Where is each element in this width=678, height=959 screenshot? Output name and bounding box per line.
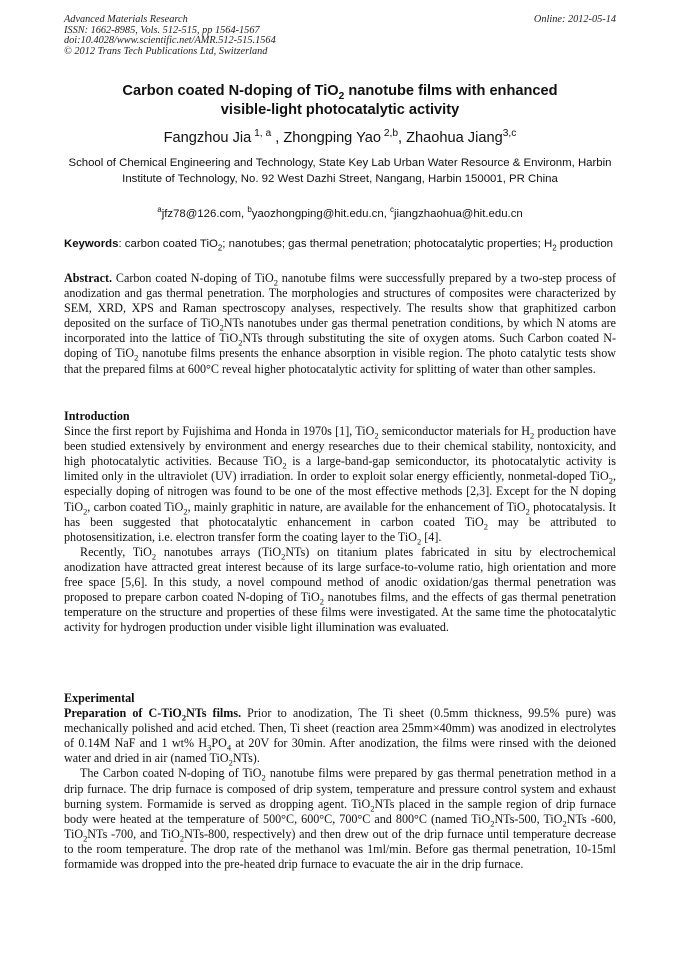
keywords-text: ; nanotubes; gas thermal penetration; photocatalytic properties; H — [222, 238, 553, 250]
text-run: Recently, TiO — [80, 544, 152, 559]
text-run: nanotubes arrays (TiO — [156, 544, 282, 559]
author-name: Fangzhou Jia — [163, 130, 252, 146]
title-text: nanotube films with enhanced — [344, 83, 558, 99]
keywords-text: production — [556, 238, 613, 250]
text-run: Preparation of C-TiO — [64, 706, 182, 721]
text-run: NTs). — [232, 751, 260, 766]
abstract-label: Abstract. — [64, 271, 113, 285]
title-text: Carbon coated N-doping of TiO — [122, 83, 339, 99]
subscript: 2 — [530, 430, 535, 441]
affiliation: School of Chemical Engineering and Technology, State Key Lab Urban Water Resource & Environm, Harbin Institute of Technology, No. 92 West Dazhi Street, Nangang, Harbin 150001, PR China — [68, 157, 612, 185]
author-separator: , — [271, 130, 284, 146]
keywords-subscript: 2 — [217, 243, 223, 253]
text-run: may be attributed to photosensitization, i.e. electron transfer form the coating layer to the TiO — [64, 514, 616, 544]
author-affiliation-mark: 1, a — [251, 128, 272, 140]
keywords-text: : carbon coated TiO — [118, 238, 218, 250]
journal-header — [64, 15, 616, 57]
subscript: 2 — [370, 803, 375, 814]
text-run: at 20V for 30min. After anodization, the films were rinsed with the deioned water and dried in air (named TiO — [64, 736, 616, 766]
subscript: 2 — [179, 833, 185, 844]
abstract-text: NTs through substituting the site of oxygen atoms. Such Carbon coated N-doping of TiO — [64, 331, 616, 361]
text-run: The Carbon coated N-doping of TiO — [80, 766, 262, 781]
subscript: 2 — [83, 505, 88, 516]
text-run: NTs -600, TiO — [64, 811, 616, 841]
email-link[interactable]: jfz78@126.com — [161, 208, 241, 220]
abstract-text: NTs nanotubes under gas thermal penetration conditions, by which N atoms are incorporated into the lattice of TiO — [64, 316, 616, 346]
subscript: 2 — [281, 551, 286, 562]
text-run: NTs) on titanium plates fabricated in situ by electrochemical anodization have attracted great interest because of its large surface-to-volume ratio, high orientation and more free space [5,6]. In this study, a novel compound method of anodic oxidation/gas thermal penetration was proposed to prepare carbon coated N-doping of TiO — [64, 544, 616, 605]
abstract-text: nanotube films were successfully prepared by a two-step process of anodization and gas thermal penetration. The morphologies and structures of composites were characterized by SEM, XRD, XPS and Raman spectroscopy analyses, respectively. The results show that graphitized carbon deposited on the surface of TiO — [64, 271, 616, 331]
text-run: semiconductor materials for H — [378, 424, 531, 439]
subscript: 2 — [273, 277, 278, 288]
subscript: 2 — [181, 712, 187, 723]
subsection-label — [64, 706, 242, 723]
text-run: , especially doping of nitrogen was found to be one of the most effective methods [2,3]. Except for the N doping TiO — [64, 469, 616, 514]
subscript: 2 — [562, 818, 567, 829]
subscript: 2 — [83, 833, 88, 844]
online-date: Online: 2012-05-14 — [533, 14, 616, 25]
subscript: 2 — [151, 551, 157, 562]
keywords-label: Keywords — [64, 238, 119, 250]
subscript: 2 — [219, 322, 224, 333]
title-subscript: 2 — [338, 90, 345, 102]
subscript: 2 — [490, 818, 495, 829]
author-affiliation-mark: 2,b — [380, 128, 399, 140]
text-run: photocatalysis. It has been suggested that photocatalytic enhancement in carbon coated TiO — [64, 499, 616, 529]
subscript: 3 — [207, 742, 212, 753]
issn-line: ISSN: 1662-8985, Vols. 512-515, pp 1564-1567 — [64, 24, 260, 36]
paragraph — [64, 766, 616, 872]
subscript: 2 — [608, 475, 613, 486]
text-run: NTs placed in the sample region of drip furnace body were heated at the temperature of 500°C, 600°C, 700°C and 800°C (named TiO — [64, 796, 616, 826]
email-link[interactable]: yaozhongping@hit.edu.cn — [251, 208, 384, 220]
title-line-2: visible-light photocatalytic activity — [220, 102, 460, 118]
text-run: nanotube films were prepared by gas thermal penetration method in a drip furnace. The drip furnace is composed of drip system, temperature and pressure control system and exhaust burning system. Formamide is served as dropping agent. TiO — [64, 766, 616, 811]
author-name: Zhaohua Jiang — [406, 130, 503, 146]
text-run: NTs films. — [186, 706, 242, 721]
subscript: 2 — [416, 536, 422, 547]
paragraph — [64, 706, 616, 766]
text-run: Since the first report by Fujishima and Honda in 1970s [1], TiO — [64, 424, 375, 439]
email-mark: a — [157, 205, 162, 215]
subscript: 2 — [238, 337, 243, 348]
subscript: 4 — [226, 742, 232, 753]
paragraph — [64, 545, 616, 636]
text-run: [4]. — [421, 529, 442, 544]
paper-title — [64, 82, 616, 120]
text-run: Prior to anodization, The Ti sheet (0.5mm thickness, 99.5% pure) was mechanically polished and acid etched. Then, Ti sheet (reaction area 25mm×40mm) was anodized in electrolytes of 0.14M NaF and 1 wt% H — [64, 706, 616, 751]
copyright-line: © 2012 Trans Tech Publications Ltd, Switzerland — [64, 45, 268, 57]
email-separator: , — [383, 208, 391, 220]
journal-name: Advanced Materials Research — [64, 14, 188, 25]
experimental-section — [64, 691, 616, 872]
subscript: 2 — [134, 352, 139, 363]
text-run: NTs -700, and TiO — [87, 826, 180, 841]
text-run: nanotubes films, and the effects of gas thermal penetration temperature on the structure and properties of these films were investigated. At the same time the photocatalytic activity for hydrogen production under visible light illumination was evaluated. — [64, 590, 616, 635]
subscript: 2 — [183, 505, 188, 516]
text-run: PO — [211, 736, 227, 751]
text-run: NTs-500, TiO — [494, 811, 563, 826]
email-list — [64, 207, 616, 222]
email-mark: b — [247, 205, 252, 215]
subscript: 2 — [261, 772, 266, 783]
doi-line: doi:10.4028/www.scientific.net/AMR.512-515.1564 — [64, 35, 276, 46]
abstract-text: Carbon coated N-doping of TiO — [112, 271, 274, 285]
email-mark: c — [390, 205, 395, 215]
paragraph — [64, 424, 616, 545]
keywords — [64, 237, 616, 252]
abstract-text: nanotube films presents the enhance absorption in visible region. The photo catalytic tests show that the prepared films at 600°C reveal higher photocatalytic activity for splitting of water than other samples. — [64, 346, 616, 376]
text-run: production have been studied extensively by environment and energy researches due to their chemical stability, nontoxicity, and high photocatalytic activities. Because TiO — [64, 424, 617, 469]
subscript: 2 — [228, 757, 233, 768]
subscript: 2 — [319, 596, 324, 607]
subscript: 2 — [525, 505, 530, 516]
author-separator: , — [398, 130, 407, 146]
author-list — [64, 129, 616, 148]
section-heading: Introduction — [64, 409, 130, 423]
email-separator: , — [241, 208, 248, 220]
keywords-subscript: 2 — [552, 243, 557, 253]
text-run: NTs-800, respectively) and then drew out of the drip furnace until temperature decrease to the room temperature. The drop rate of the methanol was 1ml/min. Before gas thermal penetration, 10-15ml formamide was dropped into the pre-heated drip furnace to evacuate the air in the drip furnace. — [64, 826, 616, 872]
text-run: , carbon coated TiO — [87, 499, 184, 514]
section-heading: Experimental — [64, 691, 135, 705]
author-affiliation-mark: 3,c — [502, 128, 517, 140]
subscript: 2 — [282, 460, 287, 471]
subscript: 2 — [483, 521, 489, 532]
text-run: is a large-band-gap semiconductor, its photocatalytic activity is limited only in the ultraviolet (UV) irradiation. In order to exploit solar energy efficiently, nonmetal-doped TiO — [64, 454, 616, 484]
email-link[interactable]: jiangzhaohua@hit.edu.cn — [394, 208, 523, 220]
introduction-section — [64, 409, 616, 635]
author-name: Zhongping Yao — [283, 130, 381, 146]
text-run: , mainly graphitic in nature, are available for the enhancement of TiO — [187, 499, 526, 514]
abstract — [64, 271, 616, 377]
subscript: 2 — [374, 430, 379, 441]
